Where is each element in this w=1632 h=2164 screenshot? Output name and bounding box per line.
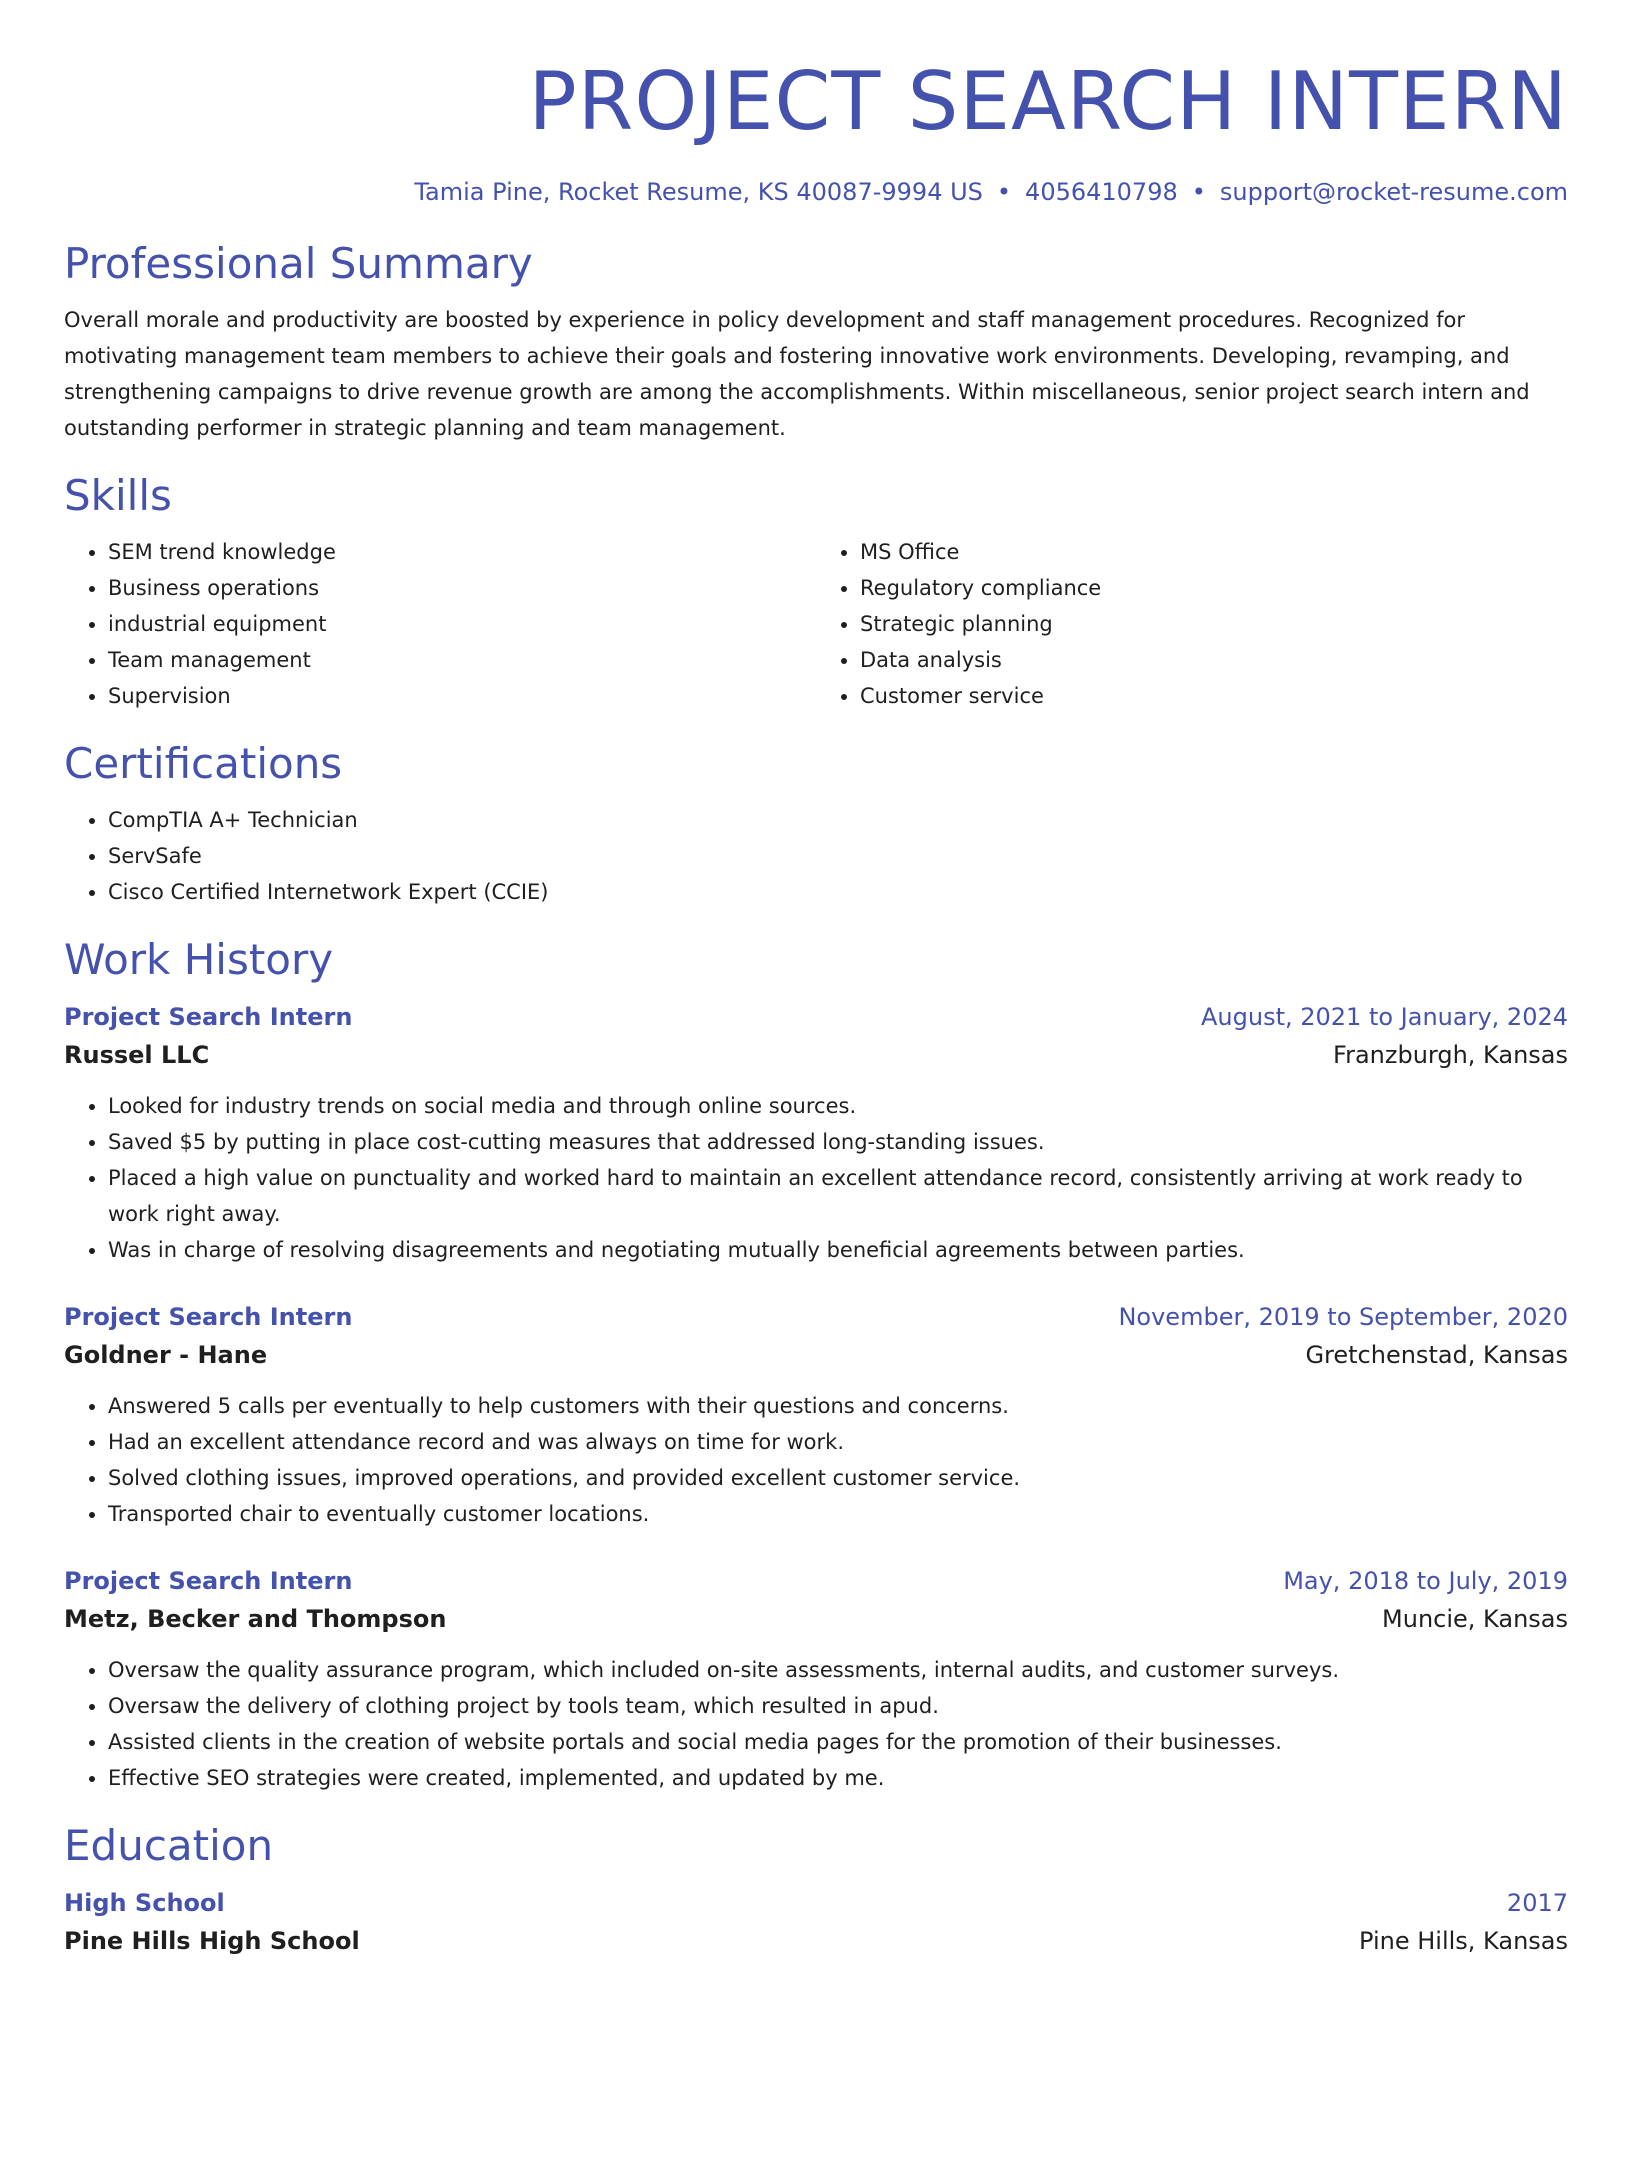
certifications-list [64,802,1568,910]
skills-heading: Skills [64,471,172,520]
skill-item: • Data analysis [860,642,1568,678]
job-subheader [64,1336,1568,1374]
certifications-heading: Certifications [64,739,343,788]
skill-item: • Regulatory compliance [860,570,1568,606]
job-bullets [64,1652,1568,1796]
job-location: Muncie, Kansas [1382,1605,1568,1633]
contact-address: Tamia Pine, Rocket Resume, KS 40087-9994 US [414,178,983,206]
skill-item: • Supervision [108,678,816,714]
skills-section [64,468,1568,714]
education-section [64,1818,1568,1960]
education-subheader [64,1922,1568,1960]
skill-item: • MS Office [860,534,1568,570]
certification-item: • CompTIA A+ Technician [108,802,1568,838]
work-history-section [64,932,1568,1796]
certifications-section [64,736,1568,910]
skills-list-right [816,534,1568,714]
job-bullet: • Transported chair to eventually customer locations. [108,1496,1568,1532]
resume-page [0,52,1632,2164]
job-location: Franzburgh, Kansas [1333,1041,1568,1069]
contact-line [64,176,1568,208]
job-entry [64,1298,1568,1532]
job-company: Goldner - Hane [64,1341,268,1369]
education-degree: High School [64,1889,225,1917]
education-entry [64,1884,1568,1960]
skill-item: • Customer service [860,678,1568,714]
job-header [64,998,1568,1036]
job-dates: August, 2021 to January, 2024 [1201,1003,1568,1031]
job-bullet: • Solved clothing issues, improved operations, and provided excellent customer service. [108,1460,1568,1496]
job-subheader [64,1036,1568,1074]
job-company: Russel LLC [64,1041,210,1069]
job-bullet: • Oversaw the quality assurance program, which included on-site assessments, internal audits, and customer surveys. [108,1652,1568,1688]
skill-item: • SEM trend knowledge [108,534,816,570]
job-bullet: • Assisted clients in the creation of website portals and social media pages for the promotion of their businesses. [108,1724,1568,1760]
education-heading: Education [64,1821,274,1870]
job-bullet: • Looked for industry trends on social media and through online sources. [108,1088,1568,1124]
job-title: Project Search Intern [64,1303,353,1331]
job-entry [64,1562,1568,1796]
resume-title: PROJECT SEARCH INTERN [528,55,1568,148]
skill-item: • Strategic planning [860,606,1568,642]
job-bullet: • Oversaw the delivery of clothing project by tools team, which resulted in apud. [108,1688,1568,1724]
job-subheader [64,1600,1568,1638]
job-dates: May, 2018 to July, 2019 [1283,1567,1568,1595]
job-entry [64,998,1568,1268]
job-bullet: • Effective SEO strategies were created, implemented, and updated by me. [108,1760,1568,1796]
contact-phone: 4056410798 [1025,178,1178,206]
job-location: Gretchenstad, Kansas [1305,1341,1568,1369]
job-header [64,1298,1568,1336]
education-year: 2017 [1506,1889,1568,1917]
job-bullet: • Placed a high value on punctuality and worked hard to maintain an excellent attendance record, consistently arriving at work ready to work right away. [108,1160,1568,1232]
contact-separator: • [1191,178,1206,206]
education-header [64,1884,1568,1922]
contact-email: support@rocket-resume.com [1219,178,1568,206]
certification-item: • ServSafe [108,838,1568,874]
job-bullets [64,1088,1568,1268]
job-bullet: • Was in charge of resolving disagreements and negotiating mutually beneficial agreements between parties. [108,1232,1568,1268]
skill-item: • industrial equipment [108,606,816,642]
skills-list-left [64,534,816,714]
job-bullet: • Had an excellent attendance record and was always on time for work. [108,1424,1568,1460]
skill-item: • Business operations [108,570,816,606]
job-title: Project Search Intern [64,1567,353,1595]
job-bullet: • Answered 5 calls per eventually to help customers with their questions and concerns. [108,1388,1568,1424]
job-title: Project Search Intern [64,1003,353,1031]
certification-item: • Cisco Certified Internetwork Expert (CCIE) [108,874,1568,910]
education-school: Pine Hills High School [64,1927,360,1955]
job-header [64,1562,1568,1600]
work-history-heading: Work History [64,935,334,984]
education-location: Pine Hills, Kansas [1359,1927,1568,1955]
job-dates: November, 2019 to September, 2020 [1118,1303,1568,1331]
summary-heading: Professional Summary [64,239,533,288]
skills-columns [64,534,1568,714]
contact-separator: • [996,178,1012,206]
skill-item: • Team management [108,642,816,678]
job-bullet: • Saved $5 by putting in place cost-cutting measures that addressed long-standing issues. [108,1124,1568,1160]
job-company: Metz, Becker and Thompson [64,1605,447,1633]
summary-section [64,236,1568,446]
job-bullets [64,1388,1568,1532]
summary-text: Overall morale and productivity are boosted by experience in policy development and staff management procedures. Recognized for motivating management team members to achieve their goals and fostering innovative work environments. Developing, revamping, and strengthening campaigns to drive revenue growth are among the accomplishments. Within miscellaneous, senior project search intern and outstanding performer in strategic planning and team management. [64,308,1530,440]
